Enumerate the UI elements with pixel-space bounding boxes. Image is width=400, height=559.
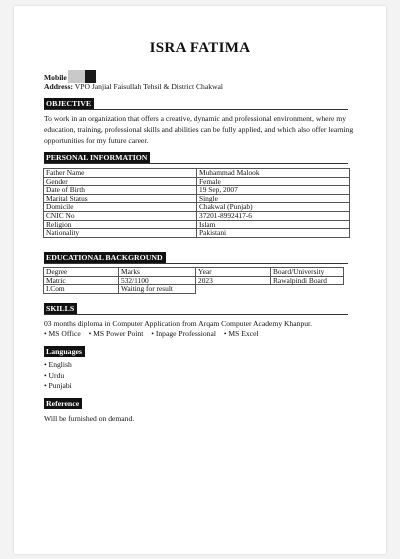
personal-info-row xyxy=(44,229,350,238)
section-divider xyxy=(44,314,348,315)
personal-info-row xyxy=(44,203,350,212)
reference-text: Will be furnished on demand. xyxy=(44,414,135,423)
column-header: Year xyxy=(196,268,271,277)
languages-list xyxy=(44,360,72,392)
section-divider xyxy=(44,109,348,110)
personal-info-row xyxy=(44,186,350,195)
section-divider xyxy=(44,163,348,164)
address-line xyxy=(44,82,223,91)
language-item: • English xyxy=(44,360,72,369)
reference-heading: Reference xyxy=(44,398,82,409)
skill-item: • Inpage Professional xyxy=(151,329,216,338)
field-label: Religion xyxy=(44,220,197,229)
education-cell: Matric xyxy=(44,276,119,285)
field-label: Domicile xyxy=(44,203,197,212)
personal-info-table xyxy=(43,168,350,238)
education-table xyxy=(43,267,344,294)
skill-item: • MS Office xyxy=(44,329,81,338)
column-header: Board/University xyxy=(271,268,344,277)
field-label: Gender xyxy=(44,177,197,186)
education-heading: EDUCATIONAL BACKGROUND xyxy=(44,252,166,263)
personal-info-heading: PERSONAL INFORMATION xyxy=(44,152,150,163)
language-item: • Punjabi xyxy=(44,381,72,390)
candidate-name: ISRA FATIMA xyxy=(149,40,251,56)
column-header: Marks xyxy=(119,268,196,277)
education-cell: Waiting for result xyxy=(119,285,196,294)
education-cell: 2023 xyxy=(196,276,271,285)
field-label: Marital Status xyxy=(44,194,197,203)
education-header-row xyxy=(44,268,344,277)
education-cell xyxy=(271,285,344,294)
personal-info-row xyxy=(44,220,350,229)
field-value: Islam xyxy=(197,220,350,229)
personal-info-row xyxy=(44,177,350,186)
objective-text: To work in an organization that offers a creative, dynamic and professional environment, where my education, training, professional skills and abilities can be fully applied, and which also offer learning opportunities for my future career. xyxy=(44,114,354,145)
field-value: Single xyxy=(197,194,350,203)
skill-item: • MS Power Point xyxy=(88,329,144,338)
skills-list xyxy=(44,329,265,340)
address-label: Address: xyxy=(44,82,73,91)
education-cell: 532/1100 xyxy=(119,276,196,285)
mobile-label: Mobile xyxy=(44,73,67,82)
section-divider xyxy=(44,263,348,264)
field-label: Nationality xyxy=(44,229,197,238)
field-value: 19 Sep, 2007 xyxy=(197,186,350,195)
field-value: Pakistani xyxy=(197,229,350,238)
skill-item: • MS Excel xyxy=(223,329,259,338)
personal-info-row xyxy=(44,169,350,178)
skills-heading: SKILLS xyxy=(44,303,77,314)
field-value: 37201-8992417-6 xyxy=(197,211,350,220)
field-value: Chakwal (Punjab) xyxy=(197,203,350,212)
skills-text: 03 months diploma in Computer Application from Arqam Computer Academy Khanpur. xyxy=(44,319,313,328)
column-header: Degree xyxy=(44,268,119,277)
language-item: • Urdu xyxy=(44,370,65,380)
field-value: Muhammad Malook xyxy=(197,169,350,178)
field-label: Father Name xyxy=(44,169,197,178)
objective-heading: OBJECTIVE xyxy=(44,98,94,109)
education-row xyxy=(44,285,344,294)
languages-heading: Languages xyxy=(44,346,85,357)
field-label: CNIC No xyxy=(44,211,197,220)
address-value: VPO Janjial Faisullah Tehsil & District Chakwal xyxy=(74,82,223,91)
education-cell: I.Com xyxy=(44,285,119,294)
education-cell: Rawalpindi Board xyxy=(271,276,344,285)
education-row xyxy=(44,276,344,285)
field-label: Date of Birth xyxy=(44,186,197,195)
education-cell xyxy=(196,285,271,294)
personal-info-row xyxy=(44,211,350,220)
personal-info-row xyxy=(44,194,350,203)
field-value: Female xyxy=(197,177,350,186)
